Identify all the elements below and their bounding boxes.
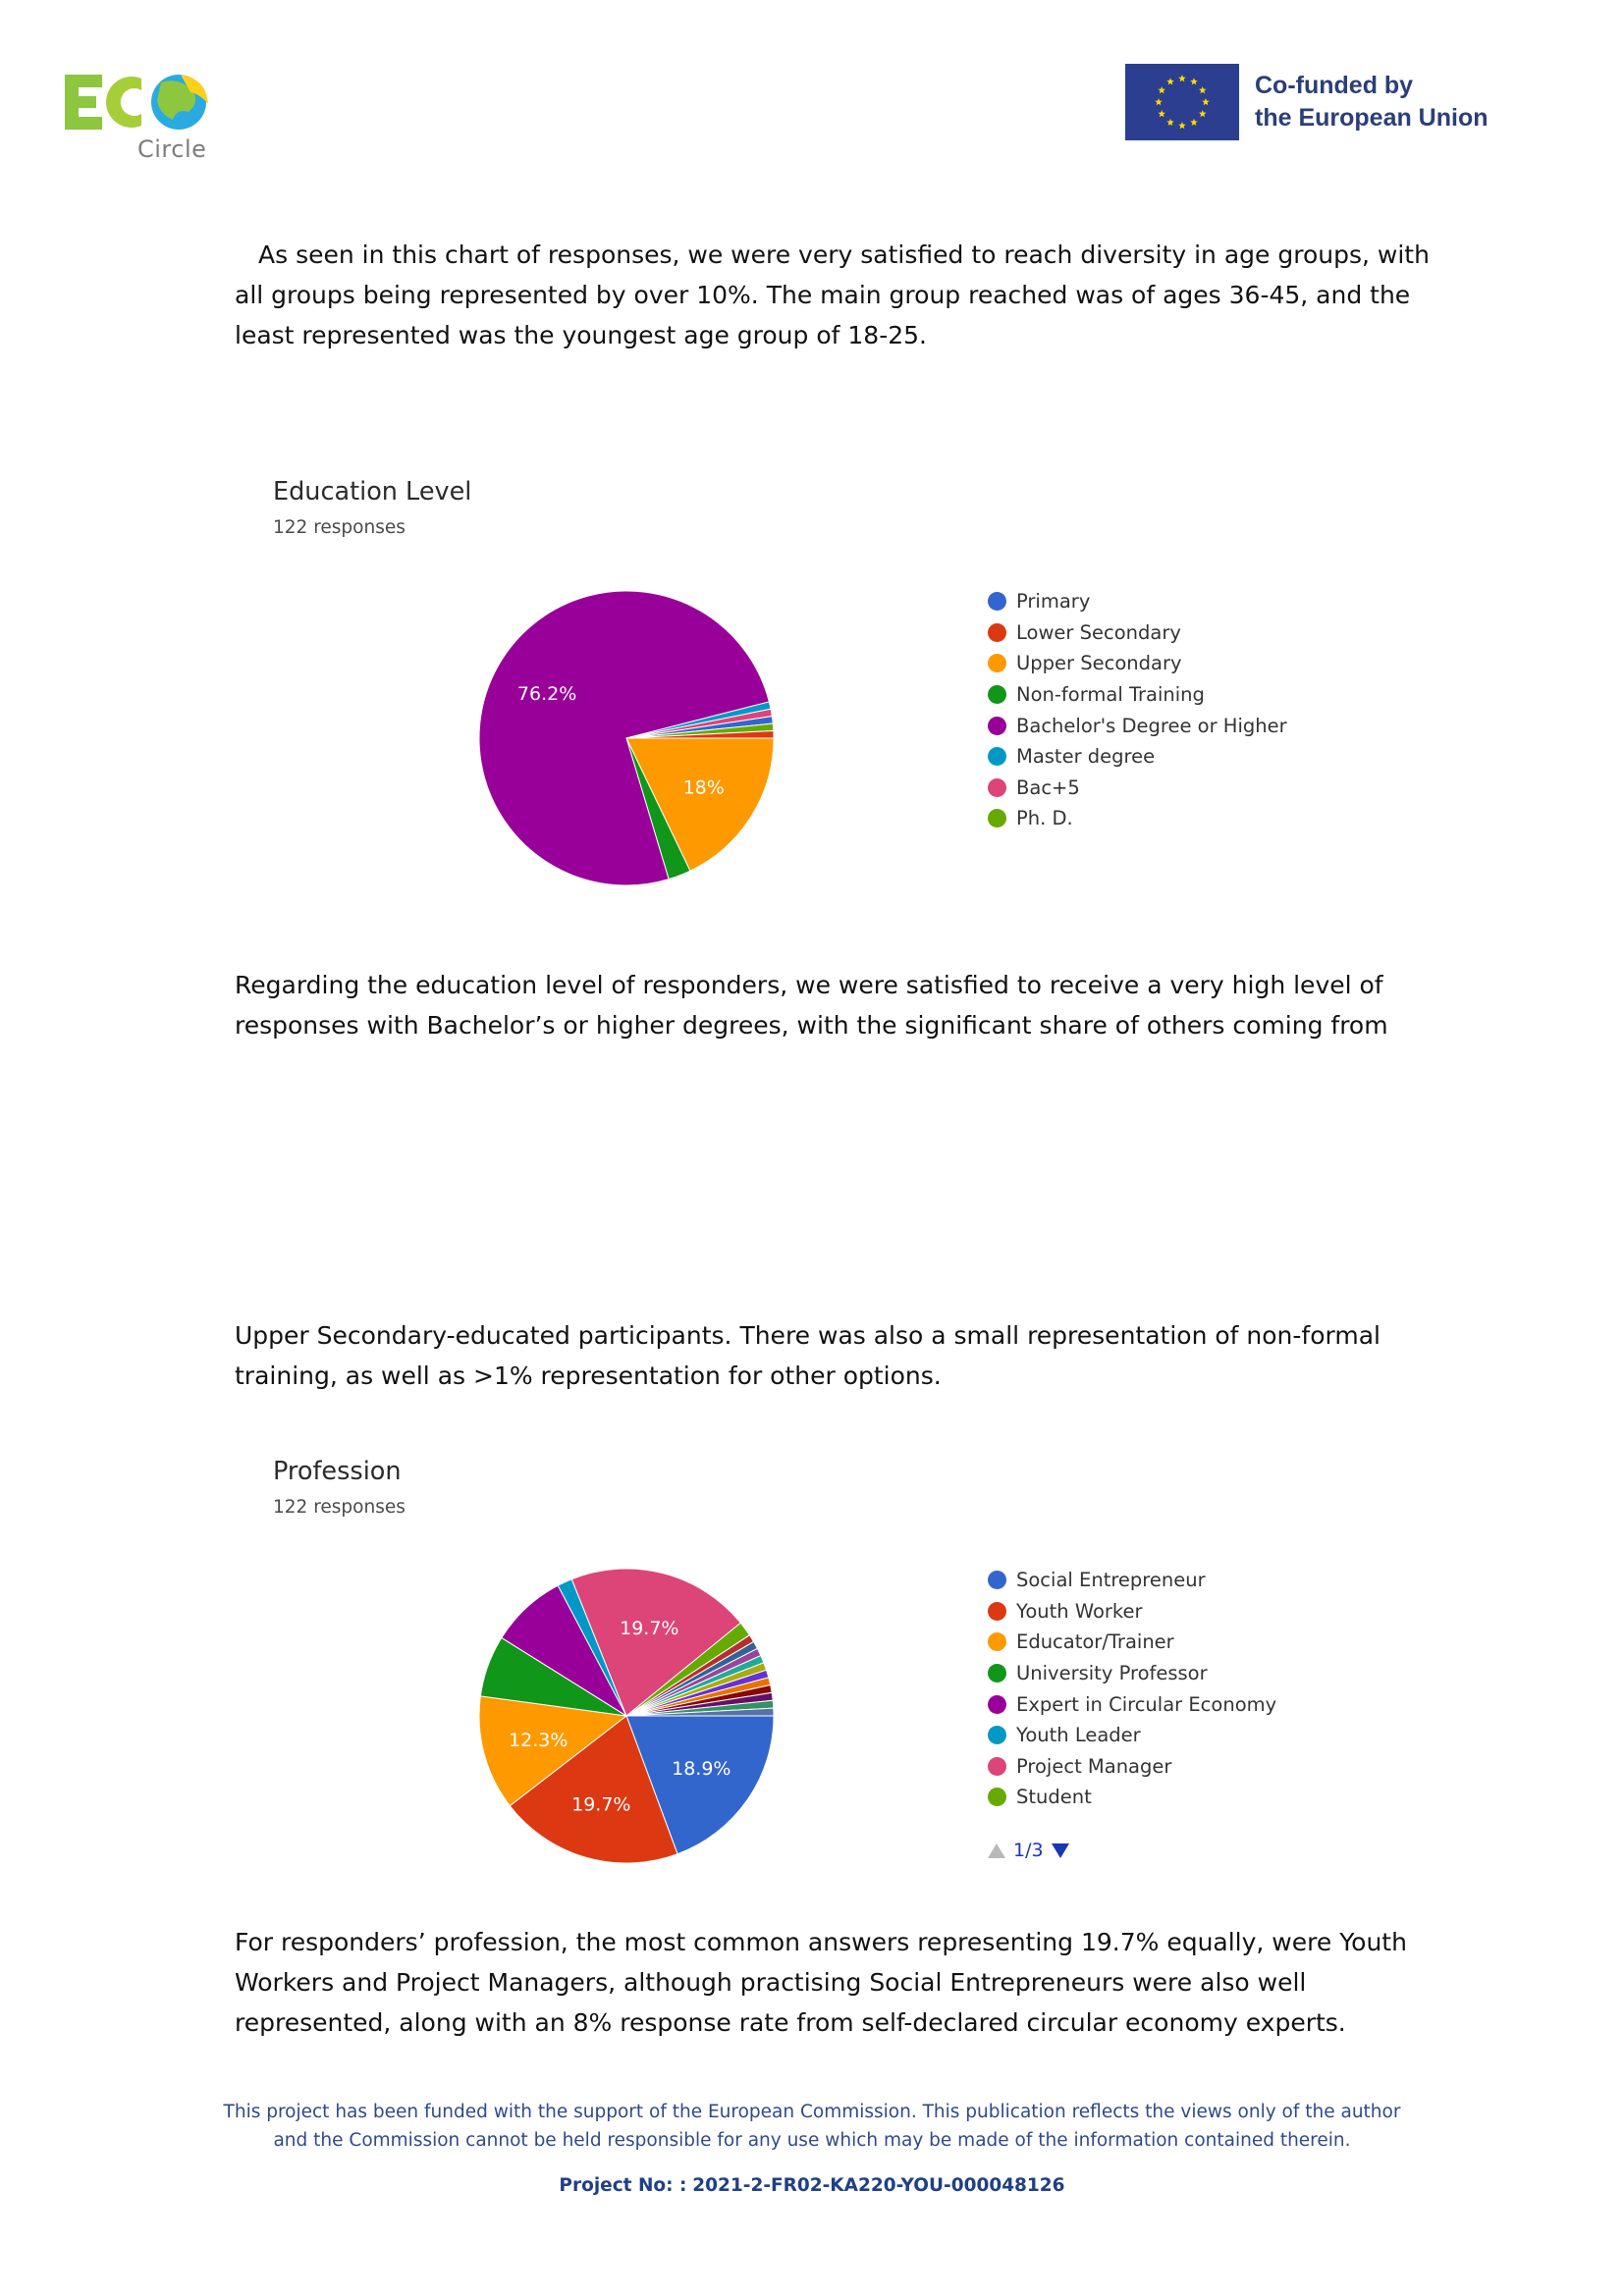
legend-dot-icon: [988, 1602, 1006, 1621]
paragraph-education-1: Regarding the education level of responders, we were satisfied to receive a very high level of responses with Bachelor’s or higher degrees, with the significant share of others coming from: [235, 971, 1388, 1040]
eu-text-line2: the European Union: [1255, 104, 1489, 132]
profession-chart-subtitle: 122 responses: [273, 1497, 406, 1518]
pie-slice-label: 18%: [682, 776, 725, 799]
legend-label: Non-formal Training: [1016, 683, 1205, 707]
legend-item: [988, 1627, 1276, 1658]
legend-label: Youth Worker: [1016, 1599, 1143, 1623]
legend-dot-icon: [988, 592, 1006, 611]
legend-label: Expert in Circular Economy: [1016, 1692, 1277, 1716]
legend-dot-icon: [988, 809, 1006, 828]
legend-label: University Professor: [1016, 1662, 1208, 1685]
education-chart-title: Education Level: [273, 477, 472, 507]
legend-label: Bachelor's Degree or Higher: [1016, 714, 1287, 737]
pager-down-arrow-icon[interactable]: [1052, 1843, 1069, 1858]
project-number: [223, 2175, 1401, 2196]
legend-item: [988, 773, 1287, 804]
legend-item: [988, 1596, 1276, 1628]
legend-label: Youth Leader: [1016, 1724, 1141, 1747]
legend-dot-icon: [988, 1726, 1006, 1744]
eu-flag-icon: [1125, 64, 1239, 140]
paragraph-profession: For responders’ profession, the most common answers representing 19.7% equally, were Youth Workers and Project Managers, although practising Social Entrepreneurs were also well represented, along with an 8% response rate from self-declared circular economy experts.: [235, 1928, 1407, 2037]
legend-item: [988, 741, 1287, 773]
disclaimer-line2: and the Commission cannot be held responsible for any use which may be made of the information contained therein.: [273, 2130, 1351, 2151]
pie-slice-label: 18.9%: [672, 1758, 731, 1781]
legend-dot-icon: [988, 1571, 1006, 1589]
legend-dot-icon: [988, 1664, 1006, 1682]
footer-disclaimer: [223, 2098, 1401, 2155]
legend-dot-icon: [988, 1788, 1006, 1806]
legend-label: Master degree: [1016, 745, 1156, 769]
legend-dot-icon: [988, 778, 1006, 797]
pager-label: 1/3: [1013, 1840, 1044, 1861]
legend-item: [988, 1751, 1276, 1783]
eco-circle-logo: [63, 69, 220, 167]
education-chart-subtitle: 122 responses: [273, 517, 406, 538]
profession-pie-chart: [477, 1567, 776, 1865]
legend-item: [988, 648, 1287, 679]
education-legend: [988, 586, 1287, 834]
legend-item: [988, 1658, 1276, 1689]
disclaimer-line1: This project has been funded with the support of the European Commission. This publication reflects the views only of the author: [223, 2102, 1401, 2122]
legend-item: [988, 586, 1287, 617]
legend-dot-icon: [988, 685, 1006, 704]
legend-item: [988, 617, 1287, 649]
legend-dot-icon: [988, 1757, 1006, 1776]
profession-legend: [988, 1565, 1276, 1813]
eco-logo-mark: [63, 69, 220, 137]
legend-item: [988, 1720, 1276, 1751]
paragraph-education-2: Upper Secondary-educated participants. There was also a small representation of non-formal training, as well as >1% representation for other options.: [235, 1321, 1380, 1390]
project-number-value: 2021-2-FR02-KA220-YOU-000048126: [692, 2175, 1065, 2196]
eu-text-line1: Co-funded by: [1255, 72, 1414, 99]
legend-label: Primary: [1016, 590, 1091, 614]
legend-dot-icon: [988, 1632, 1006, 1651]
legend-item: [988, 710, 1287, 741]
paragraph-age-groups: As seen in this chart of responses, we were very satisfied to reach diversity in age groups, with all groups being represented by over 10%. The main group reached was of ages 36-45, and the least represented was the youngest age group of 18-25.: [235, 240, 1430, 349]
pie-slice-label: 19.7%: [571, 1793, 631, 1816]
project-label: Project No: :: [559, 2175, 687, 2196]
legend-dot-icon: [988, 654, 1006, 672]
education-pie-chart: [477, 589, 776, 887]
legend-label: Educator/Trainer: [1016, 1630, 1174, 1654]
logo-circle-text: Circle: [137, 135, 207, 163]
legend-label: Student: [1016, 1786, 1092, 1809]
legend-label: Project Manager: [1016, 1754, 1172, 1778]
legend-label: Ph. D.: [1016, 807, 1073, 830]
legend-dot-icon: [988, 747, 1006, 766]
legend-item: [988, 679, 1287, 711]
legend-dot-icon: [988, 623, 1006, 642]
legend-dot-icon: [988, 717, 1006, 735]
legend-label: Lower Secondary: [1016, 620, 1181, 644]
legend-item: [988, 1688, 1276, 1720]
pie-slice-label: 19.7%: [620, 1618, 679, 1639]
legend-pager[interactable]: [988, 1840, 1069, 1861]
legend-dot-icon: [988, 1695, 1006, 1714]
legend-label: Upper Secondary: [1016, 652, 1182, 675]
legend-item: [988, 1565, 1276, 1596]
profession-chart-title: Profession: [273, 1457, 402, 1486]
legend-label: Social Entrepreneur: [1016, 1569, 1206, 1592]
pager-up-arrow-icon[interactable]: [988, 1843, 1005, 1858]
eu-cofunded-badge: [1125, 63, 1489, 141]
pie-slice-label: 12.3%: [509, 1730, 568, 1751]
legend-label: Bac+5: [1016, 775, 1080, 799]
pie-slice-label: 76.2%: [516, 683, 577, 706]
legend-item: [988, 1782, 1276, 1813]
legend-item: [988, 803, 1287, 834]
eu-cofunded-text: [1255, 70, 1489, 134]
